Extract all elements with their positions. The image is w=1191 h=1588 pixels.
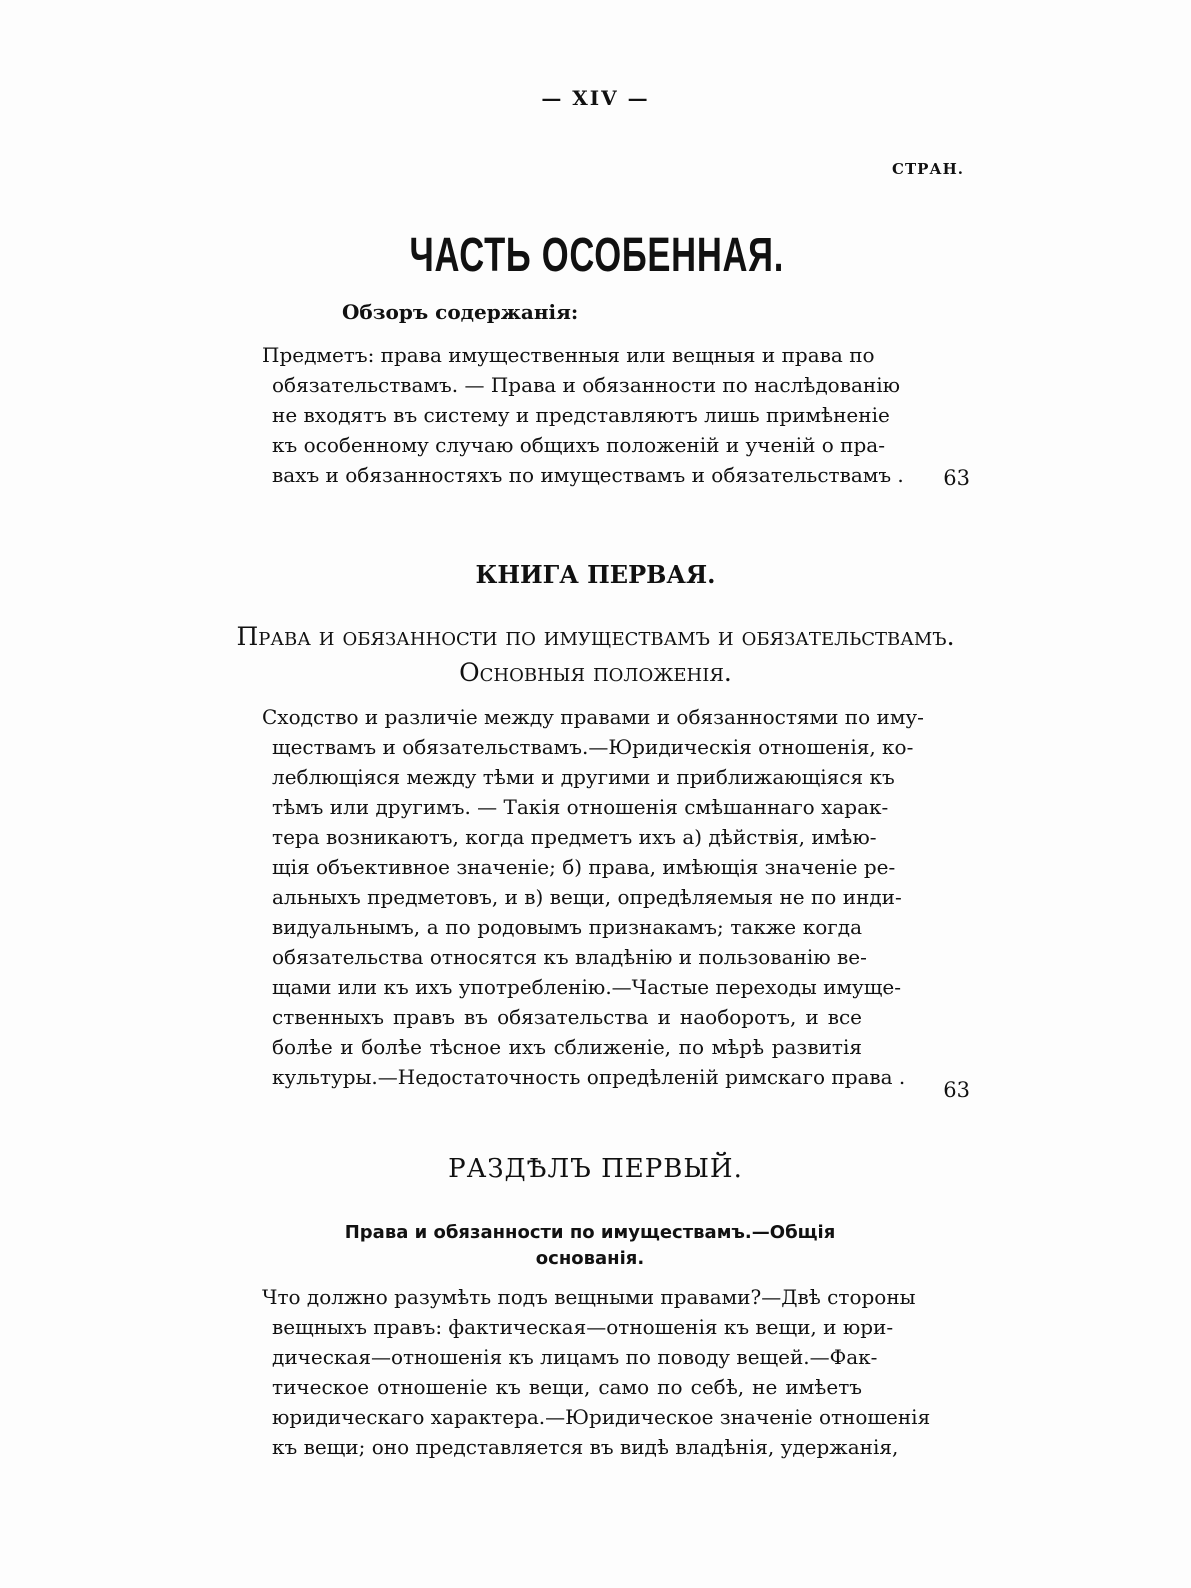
book-page-ref: 63 — [943, 1078, 970, 1102]
text-line: обязательствамъ. — Права и обязанности по наслѣдованію — [272, 373, 901, 397]
overview-heading: Обзоръ содержанія: — [342, 300, 579, 324]
text-line: тера возникаютъ, когда предметъ ихъ а) дѣйствія, имѣю- — [272, 825, 877, 849]
section-title: РАЗДѢЛЪ ПЕРВЫЙ. — [448, 1154, 743, 1184]
text-line: леблющіяся между тѣми и другими и приближающіяся къ — [272, 765, 895, 789]
text-line: Предметъ: права имущественныя или вещныя и права по — [262, 343, 875, 367]
text-line: культуры.—Недостаточность опредѣленій римскаго права . — [272, 1065, 906, 1089]
text-line: юридическаго характера.—Юридическое значеніе отношенія — [272, 1405, 931, 1429]
page-column-label: СТРАН. — [892, 160, 964, 178]
part-title: ЧАСТЬ ОСОБЕННАЯ. — [409, 229, 785, 282]
text-line: вахъ и обязанностяхъ по имуществамъ и обязательствамъ . — [272, 463, 904, 487]
book-paragraph — [262, 702, 924, 1092]
section-subtitle-line1: Права и обязанности по имуществамъ.—Общія — [344, 1222, 836, 1243]
text-line: не входятъ въ систему и представляютъ лишь примѣненіе — [272, 403, 890, 427]
book-subtitle-line1: Права и обязанности по имуществамъ и обязательствамъ. — [236, 622, 955, 651]
section-subtitle-line2: основанія. — [535, 1248, 645, 1269]
text-line: тическое отношеніе къ вещи, само по себѣ, не имѣетъ — [272, 1375, 862, 1399]
book-title: КНИГА ПЕРВАЯ. — [475, 560, 716, 589]
text-line: видуальнымъ, а по родовымъ признакамъ; также когда — [272, 915, 862, 939]
text-line: щами или къ ихъ употребленію.—Частые переходы имуще- — [272, 975, 901, 999]
text-line: тѣмъ или другимъ. — Такія отношенія смѣшаннаго харак- — [272, 795, 889, 819]
text-line: Что должно разумѣть подъ вещными правами?—Двѣ стороны — [262, 1285, 916, 1309]
text-line: Сходство и различіе между правами и обязанностями по иму- — [262, 705, 924, 729]
text-line: вещныхъ правъ: фактическая—отношенія къ вещи, и юри- — [272, 1315, 894, 1339]
text-line: щія объективное значеніе; б) права, имѣющія значеніе ре- — [272, 855, 896, 879]
overview-page-ref: 63 — [943, 466, 970, 490]
text-line: болѣе и болѣе тѣсное ихъ сближеніе, по мѣрѣ развитія — [272, 1035, 862, 1059]
section-paragraph — [262, 1282, 931, 1462]
text-line: дическая—отношенія къ лицамъ по поводу вещей.—Фак- — [272, 1345, 878, 1369]
text-line: обязательства относятся къ владѣнію и пользованію ве- — [272, 945, 867, 969]
text-line: къ особенному случаю общихъ положеній и ученій о пра- — [272, 433, 885, 457]
book-subtitle-line2: Основныя положенія. — [459, 658, 732, 687]
page-number: — XIV — — [541, 86, 650, 110]
text-line: къ вещи; оно представляется въ видѣ владѣнія, удержанія, — [272, 1435, 899, 1459]
overview-paragraph — [262, 340, 904, 490]
text-line: ственныхъ правъ въ обязательства и наоборотъ, и все — [272, 1005, 862, 1029]
section-subtitle — [340, 1220, 840, 1272]
text-line: альныхъ предметовъ, и в) вещи, опредѣляемыя не по инди- — [272, 885, 902, 909]
text-line: ществамъ и обязательствамъ.—Юридическія отношенія, ко- — [272, 735, 914, 759]
